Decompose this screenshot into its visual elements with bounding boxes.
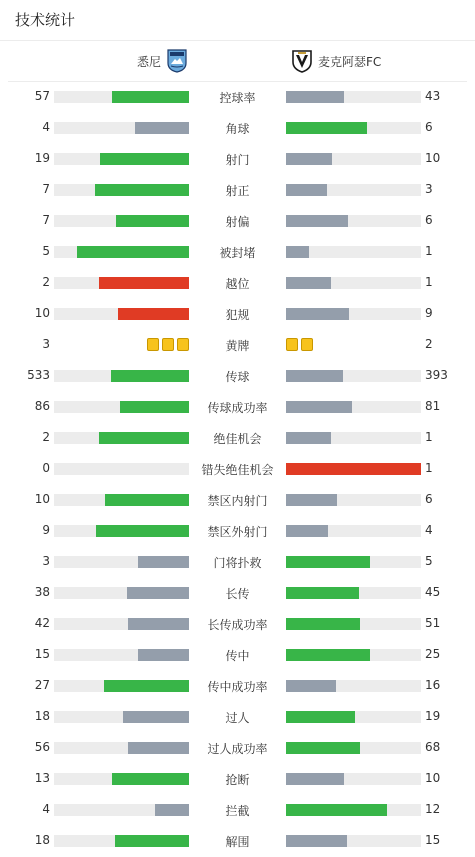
away-stat-bar-track [286, 91, 421, 103]
home-stat-bar-track [54, 277, 189, 289]
header-divider [0, 40, 475, 41]
away-stat-value: 9 [425, 306, 433, 320]
home-stat-value: 13 [34, 771, 50, 785]
away-stat-bar-fill [286, 649, 370, 661]
away-stat-value: 12 [425, 802, 441, 816]
home-stat-bar-track [54, 804, 189, 816]
stat-row [0, 794, 475, 825]
away-stat-bar-track [286, 556, 421, 568]
home-stat-value: 5 [42, 244, 50, 258]
away-stat-bar-fill [286, 122, 367, 134]
away-stat-bar-fill [286, 680, 336, 692]
stat-label: 绝佳机会 [213, 432, 262, 446]
stat-row [0, 205, 475, 236]
stat-row [0, 298, 475, 329]
stat-label: 黄牌 [225, 339, 250, 353]
stat-label: 被封堵 [219, 246, 256, 260]
home-stat-bar-track [54, 680, 189, 692]
away-stat-bar-track [286, 215, 421, 227]
home-stat-bar-fill [104, 680, 189, 692]
stat-row [0, 267, 475, 298]
away-yellow-cards [286, 338, 421, 352]
away-stat-bar-track [286, 649, 421, 661]
away-team[interactable] [292, 48, 381, 74]
home-stat-bar-track [54, 401, 189, 413]
home-stat-bar-track [54, 587, 189, 599]
away-stat-bar-track [286, 432, 421, 444]
away-stat-bar-fill [286, 370, 343, 382]
stat-label: 传球 [225, 370, 250, 384]
away-stat-value: 25 [425, 647, 441, 661]
home-stat-bar-fill [123, 711, 189, 723]
home-stat-value: 10 [34, 492, 50, 506]
stat-label: 禁区内射门 [207, 494, 268, 508]
away-stat-bar-fill [286, 184, 327, 196]
home-stat-bar-track [54, 153, 189, 165]
home-stat-value: 7 [42, 182, 50, 196]
home-stat-bar-fill [100, 153, 189, 165]
away-stat-value: 43 [425, 89, 441, 103]
home-stat-bar-fill [120, 401, 189, 413]
home-stat-bar-fill [138, 556, 189, 568]
stat-label: 越位 [225, 277, 250, 291]
home-stat-bar-fill [111, 370, 189, 382]
home-stat-value: 56 [34, 740, 50, 754]
away-stat-bar-fill [286, 91, 344, 103]
away-stat-bar-fill [286, 246, 309, 258]
away-stat-value: 10 [425, 771, 441, 785]
home-stat-bar-track [54, 556, 189, 568]
stat-label: 射正 [225, 184, 250, 198]
home-stat-value: 15 [34, 647, 50, 661]
away-stat-bar-fill [286, 525, 328, 537]
away-stat-value: 10 [425, 151, 441, 165]
home-stat-bar-fill [99, 432, 190, 444]
stat-row [0, 81, 475, 112]
away-stat-bar-track [286, 742, 421, 754]
away-stat-bar-track [286, 804, 421, 816]
teams-header [0, 48, 475, 74]
away-stat-bar-fill [286, 711, 355, 723]
stat-row [0, 453, 475, 484]
home-stat-bar-track [54, 525, 189, 537]
stat-label: 射门 [225, 153, 250, 167]
stat-label: 控球率 [219, 91, 256, 105]
away-stat-value: 19 [425, 709, 441, 723]
home-stat-value: 4 [42, 120, 50, 134]
home-stat-bar-track [54, 122, 189, 134]
stat-label: 传球成功率 [207, 401, 268, 415]
stat-label: 过人 [225, 711, 250, 725]
home-stat-bar-track [54, 246, 189, 258]
home-stat-bar-fill [128, 742, 189, 754]
home-stat-bar-track [54, 463, 189, 475]
away-stat-bar-fill [286, 835, 347, 847]
home-stat-value: 38 [34, 585, 50, 599]
home-stat-value: 9 [42, 523, 50, 537]
home-stat-bar-fill [128, 618, 189, 630]
home-stat-bar-track [54, 711, 189, 723]
away-stat-bar-fill [286, 432, 331, 444]
away-stat-bar-track [286, 246, 421, 258]
away-stat-value: 1 [425, 275, 433, 289]
stat-label: 角球 [225, 122, 250, 136]
away-stat-bar-fill [286, 308, 349, 320]
stat-row [0, 515, 475, 546]
macarthur-fc-crest-icon [292, 49, 312, 73]
away-stat-value: 45 [425, 585, 441, 599]
home-stat-value: 19 [34, 151, 50, 165]
away-stat-bar-fill [286, 742, 360, 754]
away-stat-value: 2 [425, 337, 433, 351]
stat-label: 过人成功率 [207, 742, 268, 756]
home-stat-bar-fill [116, 215, 189, 227]
stat-row [0, 701, 475, 732]
stats-list [0, 81, 475, 856]
home-team-name: 悉尼 [136, 54, 161, 69]
page-title: 技术统计 [15, 11, 76, 29]
away-stat-bar-fill [286, 556, 370, 568]
away-stat-bar-track [286, 184, 421, 196]
home-stat-value: 7 [42, 213, 50, 227]
stat-row [0, 422, 475, 453]
home-stat-value: 2 [42, 430, 50, 444]
stat-label: 禁区外射门 [207, 525, 268, 539]
yellow-card-icon [147, 338, 159, 351]
away-stat-bar-track [286, 277, 421, 289]
away-stat-bar-track [286, 153, 421, 165]
home-team[interactable] [137, 48, 187, 74]
home-stat-bar-fill [95, 184, 190, 196]
stat-row [0, 360, 475, 391]
home-yellow-cards [54, 338, 189, 352]
home-stat-value: 0 [42, 461, 50, 475]
away-stat-bar-fill [286, 494, 337, 506]
home-stat-value: 27 [34, 678, 50, 692]
away-stat-bar-fill [286, 463, 421, 475]
away-stat-bar-track [286, 525, 421, 537]
stat-row [0, 670, 475, 701]
away-stat-value: 68 [425, 740, 441, 754]
home-stat-value: 3 [42, 554, 50, 568]
home-stat-bar-track [54, 494, 189, 506]
away-stat-bar-track [286, 835, 421, 847]
home-stat-value: 57 [34, 89, 50, 103]
yellow-card-icon [177, 338, 189, 351]
home-stat-bar-fill [115, 835, 189, 847]
away-stat-value: 51 [425, 616, 441, 630]
yellow-card-icon [301, 338, 313, 351]
stat-row [0, 484, 475, 515]
away-stat-value: 4 [425, 523, 433, 537]
home-stat-value: 42 [34, 616, 50, 630]
away-stat-bar-fill [286, 215, 348, 227]
stat-row [0, 546, 475, 577]
away-stat-value: 1 [425, 461, 433, 475]
home-stat-bar-fill [155, 804, 189, 816]
home-stat-value: 3 [42, 337, 50, 351]
sydney-fc-crest-icon [167, 49, 187, 73]
away-stat-bar-track [286, 773, 421, 785]
home-stat-bar-track [54, 308, 189, 320]
away-stat-value: 6 [425, 492, 433, 506]
away-stat-bar-track [286, 463, 421, 475]
away-stat-value: 6 [425, 120, 433, 134]
away-stat-bar-track [286, 308, 421, 320]
away-stat-bar-track [286, 494, 421, 506]
home-stat-bar-track [54, 618, 189, 630]
home-stat-bar-fill [96, 525, 189, 537]
stat-row [0, 639, 475, 670]
stat-label: 长传成功率 [207, 618, 268, 632]
home-stat-bar-track [54, 432, 189, 444]
home-stat-value: 4 [42, 802, 50, 816]
away-stat-bar-fill [286, 277, 331, 289]
away-stat-value: 1 [425, 244, 433, 258]
away-stat-bar-fill [286, 773, 344, 785]
away-stat-bar-track [286, 680, 421, 692]
away-stat-bar-fill [286, 618, 360, 630]
home-stat-value: 533 [27, 368, 50, 382]
away-stat-value: 393 [425, 368, 448, 382]
home-stat-bar-track [54, 370, 189, 382]
stat-row [0, 763, 475, 794]
away-stat-value: 16 [425, 678, 441, 692]
away-stat-bar-track [286, 711, 421, 723]
home-stat-bar-track [54, 91, 189, 103]
yellow-card-icon [162, 338, 174, 351]
home-stat-bar-fill [77, 246, 189, 258]
home-stat-bar-fill [127, 587, 189, 599]
home-stat-bar-track [54, 649, 189, 661]
stat-label: 错失绝佳机会 [201, 463, 274, 477]
home-stat-value: 18 [34, 709, 50, 723]
away-stat-value: 3 [425, 182, 433, 196]
away-stat-value: 81 [425, 399, 441, 413]
stat-label: 传中成功率 [207, 680, 268, 694]
stat-row [0, 329, 475, 360]
away-stat-bar-track [286, 122, 421, 134]
away-team-name: 麦克阿瑟FC [318, 54, 382, 69]
stat-label: 长传 [225, 587, 250, 601]
home-stat-bar-track [54, 835, 189, 847]
away-stat-bar-fill [286, 153, 332, 165]
away-stat-bar-fill [286, 401, 352, 413]
stat-label: 拦截 [225, 804, 250, 818]
yellow-card-icon [286, 338, 298, 351]
away-stat-bar-track [286, 618, 421, 630]
home-stat-bar-fill [105, 494, 189, 506]
away-stat-bar-fill [286, 804, 387, 816]
home-stat-bar-fill [112, 773, 189, 785]
stat-label: 抢断 [225, 773, 250, 787]
away-stat-bar-fill [286, 587, 359, 599]
stat-row [0, 143, 475, 174]
stat-label: 犯规 [225, 308, 250, 322]
stat-row [0, 112, 475, 143]
home-stat-bar-fill [135, 122, 189, 134]
stat-label: 解围 [225, 835, 250, 849]
away-stat-value: 5 [425, 554, 433, 568]
away-stat-value: 1 [425, 430, 433, 444]
home-stat-bar-track [54, 773, 189, 785]
home-stat-bar-track [54, 184, 189, 196]
stat-row [0, 236, 475, 267]
home-stat-bar-fill [118, 308, 190, 320]
home-stat-bar-fill [112, 91, 189, 103]
away-stat-bar-track [286, 587, 421, 599]
stat-row [0, 608, 475, 639]
stat-row [0, 174, 475, 205]
home-stat-bar-track [54, 742, 189, 754]
stat-label: 门将扑救 [213, 556, 262, 570]
stat-label: 射偏 [225, 215, 250, 229]
away-stat-value: 15 [425, 833, 441, 847]
home-stat-value: 86 [34, 399, 50, 413]
away-stat-bar-track [286, 370, 421, 382]
stat-row [0, 391, 475, 422]
away-stat-bar-track [286, 401, 421, 413]
home-stat-value: 2 [42, 275, 50, 289]
home-stat-value: 18 [34, 833, 50, 847]
away-stat-value: 6 [425, 213, 433, 227]
stat-row [0, 577, 475, 608]
home-stat-bar-fill [99, 277, 190, 289]
stat-row [0, 825, 475, 856]
home-stat-value: 10 [34, 306, 50, 320]
stat-label: 传中 [225, 649, 250, 663]
home-stat-bar-fill [138, 649, 189, 661]
home-stat-bar-track [54, 215, 189, 227]
stat-row [0, 732, 475, 763]
